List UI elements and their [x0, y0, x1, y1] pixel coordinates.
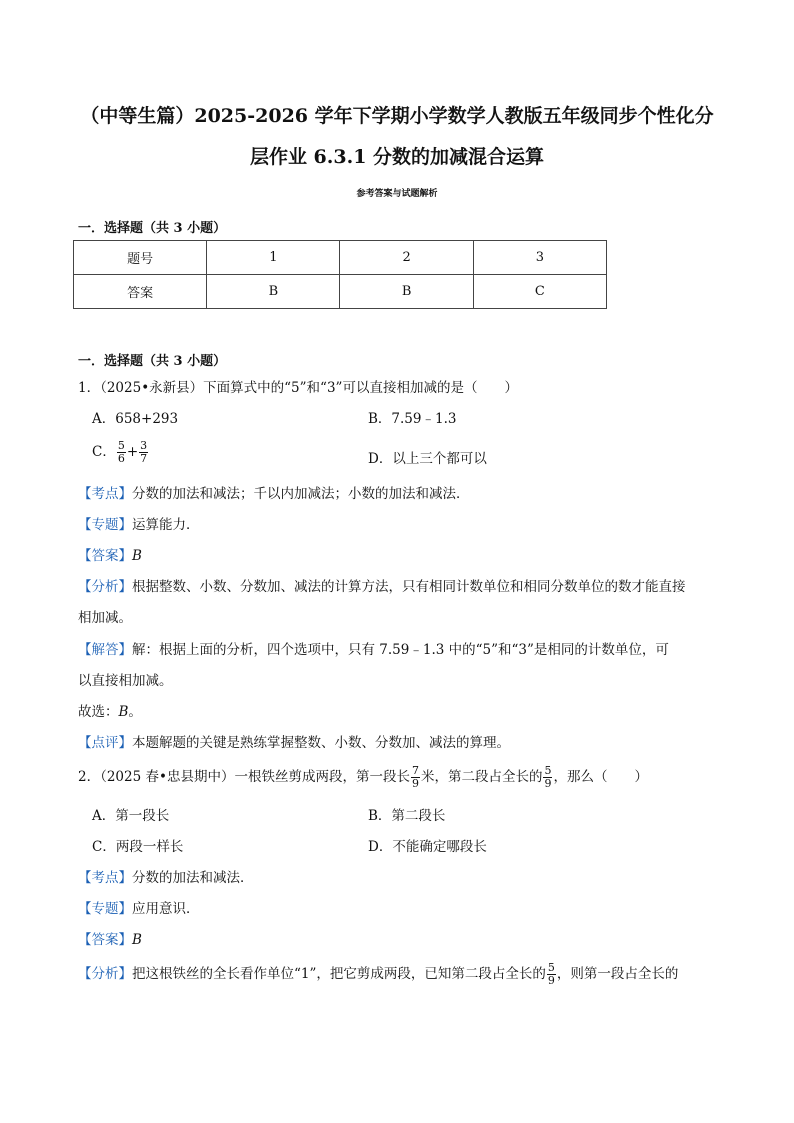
q2-option-b: B．第二段长 — [368, 808, 446, 824]
q1-zhuanti: 【专题】运算能力． — [78, 517, 200, 533]
fraction: $\frac{5}{9}$ — [547, 961, 555, 987]
q2-answer: 【答案】B — [78, 932, 142, 948]
q2-option-a: A．第一段长 — [92, 808, 170, 824]
q1-option-a: A．658+293 — [92, 411, 179, 427]
page-subtitle: 参考答案与试题解析 — [356, 189, 438, 199]
section-heading-questions: 一．选择题（共 3 小题） — [78, 354, 227, 369]
answer-table — [73, 240, 607, 309]
q1-choice: 故选：B。 — [78, 704, 142, 720]
q1-kaodian: 【考点】分数的加法和减法；千以内加减法；小数的加法和减法． — [78, 486, 470, 502]
table-cell: B — [340, 275, 473, 309]
page-title-line2: 层作业 6.3.1 分数的加减混合运算 — [249, 146, 545, 168]
fraction: $\frac{3}{7}$ — [140, 439, 148, 465]
q2-kaodian: 【考点】分数的加法和减法． — [78, 870, 254, 886]
fraction: $\frac{5}{6}$ — [117, 439, 125, 465]
q1-option-c: C． $\frac{5}{6}$ + $\frac{3}{7}$ — [92, 439, 148, 465]
q1-stem: 1．（2025•永新县）下面算式中的“5”和“3”可以直接相加减的是（ ） — [78, 380, 518, 396]
q1-comment: 【点评】本题解题的关键是熟练掌握整数、小数、分数加、减法的算理。 — [78, 735, 510, 751]
q1-analysis: 【分析】根据整数、小数、分数加、减法的计算方法，只有相同计数单位和相同分数单位的数才能直接 — [78, 579, 686, 595]
q1-solution-cont: 以直接相加减。 — [78, 673, 173, 689]
q1-option-b: B．7.59﹣1.3 — [368, 411, 457, 427]
q1-solution: 【解答】解：根据上面的分析，四个选项中，只有 7.59﹣1.3 中的“5”和“3”是相同的计数单位，可 — [78, 642, 669, 658]
table-cell: 题号 — [74, 241, 207, 275]
q1-analysis-cont: 相加减。 — [78, 610, 132, 626]
table-row — [74, 241, 607, 275]
table-cell: 3 — [473, 241, 606, 275]
table-cell: 2 — [340, 241, 473, 275]
section-heading-answers: 一．选择题（共 3 小题） — [78, 221, 227, 236]
fraction: $\frac{5}{9}$ — [544, 764, 552, 790]
table-cell: 1 — [207, 241, 340, 275]
table-cell: B — [207, 275, 340, 309]
q2-option-c: C．两段一样长 — [92, 839, 184, 855]
q2-zhuanti: 【专题】应用意识． — [78, 901, 200, 917]
table-row — [74, 275, 607, 309]
q2-option-d: D．不能确定哪段长 — [368, 839, 487, 855]
table-cell: 答案 — [74, 275, 207, 309]
q1-answer: 【答案】B — [78, 548, 142, 564]
fraction: $\frac{7}{9}$ — [411, 764, 419, 790]
table-cell: C — [473, 275, 606, 309]
q2-stem: 2．（2025 春•忠县期中）一根铁丝剪成两段，第一段长 $\frac{7}{9}$ 米，第二段占全长的 $\frac{5}{9}$ ，那么（ ） — [78, 764, 648, 790]
q2-analysis: 【分析】把这根铁丝的全长看作单位“1”，把它剪成两段，已知第二段占全长的 $\frac{5}{9}$ ，则第一段占全长的 — [78, 961, 679, 987]
q1-option-d: D．以上三个都可以 — [368, 451, 487, 467]
page-title-line1: （中等生篇）2025-2026 学年下学期小学数学人教版五年级同步个性化分 — [80, 105, 714, 127]
